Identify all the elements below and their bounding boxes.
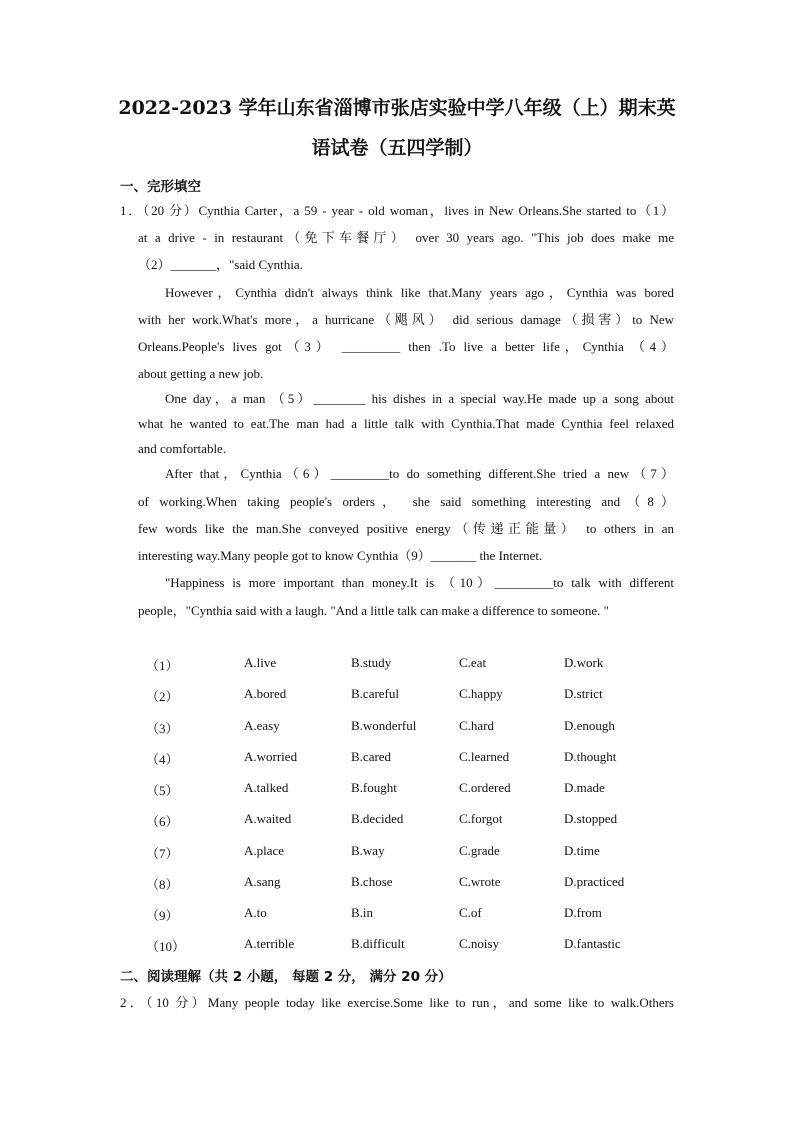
option-a: A.bored bbox=[244, 686, 287, 701]
option-c: C.eat bbox=[459, 655, 487, 670]
option-d: D.time bbox=[564, 843, 600, 858]
q1-passage-line: However，Cynthia didn't always think like that.Many years ago，Cynthia was bored bbox=[165, 285, 674, 300]
option-row bbox=[146, 811, 686, 831]
option-row bbox=[146, 905, 686, 925]
option-row bbox=[146, 780, 686, 800]
option-d: D.work bbox=[564, 655, 604, 670]
option-row bbox=[146, 718, 686, 738]
option-b: B.wonderful bbox=[351, 718, 417, 733]
section-heading-reading: 二、阅读理解（共 2 小题， 每题 2 分， 满分 20 分） bbox=[120, 969, 452, 985]
option-row bbox=[146, 843, 686, 863]
q1-passage-line: about getting a new job. bbox=[138, 366, 264, 381]
option-number: （6） bbox=[146, 814, 179, 829]
option-a: A.talked bbox=[244, 780, 289, 795]
option-c: C.of bbox=[459, 905, 482, 920]
option-b: B.chose bbox=[351, 874, 393, 889]
option-c: C.wrote bbox=[459, 874, 501, 889]
option-number: （4） bbox=[146, 752, 179, 767]
option-c: C.learned bbox=[459, 749, 510, 764]
option-a: A.live bbox=[244, 655, 277, 670]
option-d: D.enough bbox=[564, 718, 615, 733]
option-row bbox=[146, 749, 686, 769]
q1-passage-line: few words like the man.She conveyed positive energy（传递正能量） to others in an bbox=[138, 521, 674, 536]
q1-passage-line: what he wanted to eat.The man had a little talk with Cynthia.That made Cynthia feel relaxed bbox=[138, 416, 674, 431]
option-c: C.grade bbox=[459, 843, 500, 858]
option-number: （9） bbox=[146, 908, 179, 923]
option-a: A.sang bbox=[244, 874, 281, 889]
option-b: B.study bbox=[351, 655, 392, 670]
option-c: C.hard bbox=[459, 718, 495, 733]
option-b: B.way bbox=[351, 843, 385, 858]
q1-passage-line: Orleans.People's lives got（3） _________ then .To live a better life，Cynthia （4） bbox=[138, 339, 674, 354]
option-a: A.waited bbox=[244, 811, 292, 826]
q1-passage-line: 1．（20 分）Cynthia Carter，a 59 - year - old woman，lives in New Orleans.She started to（1） bbox=[120, 203, 674, 218]
option-a: A.worried bbox=[244, 749, 298, 764]
option-number: （2） bbox=[146, 689, 179, 704]
option-d: D.from bbox=[564, 905, 602, 920]
option-b: B.fought bbox=[351, 780, 397, 795]
option-a: A.terrible bbox=[244, 936, 295, 951]
option-number: （3） bbox=[146, 721, 179, 736]
option-number: （1） bbox=[146, 658, 179, 673]
option-b: B.decided bbox=[351, 811, 404, 826]
option-d: D.stopped bbox=[564, 811, 618, 826]
option-a: A.easy bbox=[244, 718, 280, 733]
option-row bbox=[146, 655, 686, 675]
option-number: （10） bbox=[146, 939, 186, 954]
q2-passage-line: 2．（10 分）Many people today like exercise.Some like to run，and some like to walk.Others bbox=[120, 995, 674, 1010]
q1-passage-line: people，"Cynthia said with a laugh. "And a little talk can make a difference to someone. " bbox=[138, 603, 609, 618]
option-row bbox=[146, 874, 686, 894]
option-number: （5） bbox=[146, 783, 179, 798]
q1-passage-line: "Happiness is more important than money.It is （10）_________to talk with different bbox=[165, 575, 674, 590]
option-b: B.careful bbox=[351, 686, 400, 701]
option-d: D.practiced bbox=[564, 874, 625, 889]
q1-passage-line: at a drive - in restaurant（免下车餐厅） over 30 years ago. "This job does make me bbox=[138, 230, 674, 245]
option-row bbox=[146, 936, 686, 956]
exam-title-line-2: 语试卷（五四学制） bbox=[311, 137, 483, 159]
option-row bbox=[146, 686, 686, 706]
exam-title-line-1: 2022-2023 学年山东省淄博市张店实验中学八年级（上）期末英 bbox=[118, 97, 676, 119]
option-b: B.difficult bbox=[351, 936, 405, 951]
option-d: D.strict bbox=[564, 686, 603, 701]
option-number: （8） bbox=[146, 877, 179, 892]
option-b: B.in bbox=[351, 905, 374, 920]
q1-passage-line: One day，a man （5）________ his dishes in a special way.He made up a song about bbox=[165, 391, 674, 406]
option-d: D.made bbox=[564, 780, 605, 795]
option-c: C.happy bbox=[459, 686, 503, 701]
q1-passage-line: After that，Cynthia（6）_________to do something different.She tried a new（7） bbox=[165, 466, 674, 481]
q1-passage-line: interesting way.Many people got to know Cynthia（9）_______ the Internet. bbox=[138, 548, 543, 563]
option-c: C.forgot bbox=[459, 811, 503, 826]
option-a: A.to bbox=[244, 905, 267, 920]
section-heading-cloze: 一、完形填空 bbox=[120, 179, 201, 195]
option-d: D.thought bbox=[564, 749, 617, 764]
option-c: C.ordered bbox=[459, 780, 511, 795]
option-d: D.fantastic bbox=[564, 936, 621, 951]
q1-passage-line: of working.When taking people's orders， she said something interesting and（8） bbox=[138, 494, 675, 509]
q1-passage-line: with her work.What's more，a hurricane（飓风） did serious damage（损害）to New bbox=[138, 312, 674, 327]
option-a: A.place bbox=[244, 843, 285, 858]
q1-passage-line: （2）_______，"said Cynthia. bbox=[138, 257, 303, 272]
option-b: B.cared bbox=[351, 749, 392, 764]
option-number: （7） bbox=[146, 846, 179, 861]
q1-passage-line: and comfortable. bbox=[138, 441, 227, 456]
option-c: C.noisy bbox=[459, 936, 500, 951]
